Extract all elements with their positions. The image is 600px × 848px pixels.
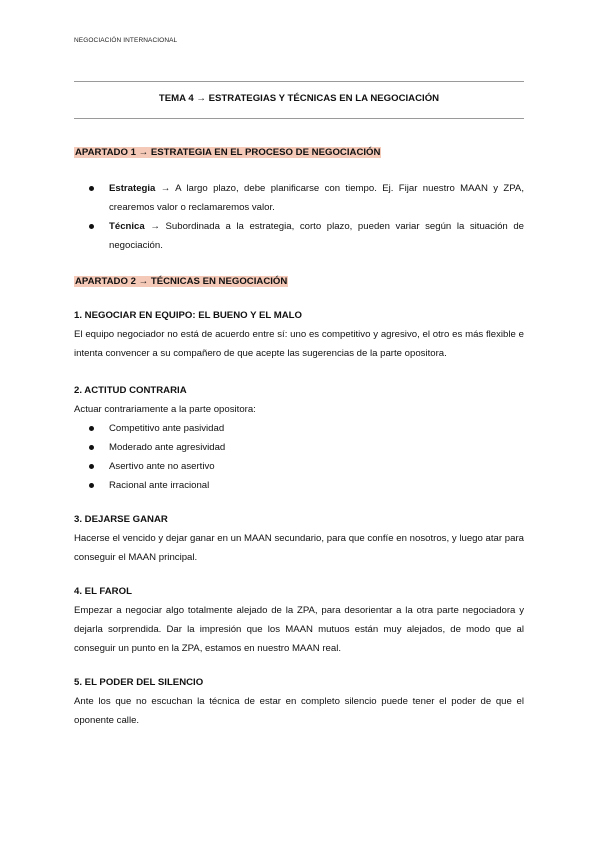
list-item [74,476,524,495]
title-bottom-rule [74,118,524,119]
section-2-title: 2. ACTITUD CONTRARIA [74,385,187,396]
list-item-estrategia [74,179,524,217]
section-4-text: Empezar a negociar algo totalmente alejado de la ZPA, para desorientar a la otra parte negociadora y dejarla sorprendida. Dar la impresión que los MAAN mutuos están muy alejados, de modo que al conseguir un punto en la ZPA, estamos en nuestro MAAN real. [74,605,524,654]
list-item-text: Moderado ante agresividad [109,442,226,453]
bullet-icon [89,464,94,469]
running-header: NEGOCIACIÓN INTERNACIONAL [74,37,178,44]
apartado-1-heading: APARTADO 1 → ESTRATEGIA EN EL PROCESO DE NEGOCIACIÓN [75,147,381,158]
section-5-title: 5. EL PODER DEL SILENCIO [74,677,204,688]
title-top-rule [74,81,524,82]
apartado-1-list [74,179,524,255]
bullet-icon [89,445,94,450]
section-2-intro: Actuar contrariamente a la parte opositora: [74,404,256,415]
bullet-icon [89,224,94,229]
section-1-text: El equipo negociador no está de acuerdo entre sí: uno es competitivo y agresivo, el otro es más flexible e intenta convencer a su compañero de que acepte las sugerencias de la parte opositora. [74,329,524,359]
list-item-text: Racional ante irracional [109,480,210,491]
term-estrategia: Estrategia [109,183,156,194]
bullet-icon [89,483,94,488]
definition-estrategia: → A largo plazo, debe planificarse con tiempo. Ej. Fijar nuestro MAAN y ZPA, crearemos valor o reclamaremos valor. [109,183,524,213]
definition-tecnica: → Subordinada a la estrategia, corto plazo, pueden variar según la situación de negociación. [109,221,524,251]
section-4-title: 4. EL FAROL [74,586,132,597]
section-5-text: Ante los que no escuchan la técnica de estar en completo silencio puede tener el poder de que el oponente calle. [74,696,524,726]
section-dejarse-ganar [74,510,524,567]
section-bueno-malo [74,306,524,363]
list-item-tecnica [74,217,524,255]
list-item-text: Asertivo ante no asertivo [109,461,215,472]
document-title: TEMA 4 → ESTRATEGIAS Y TÉCNICAS EN LA NEGOCIACIÓN [158,93,440,104]
section-poder-silencio [74,673,524,730]
list-item [74,457,524,476]
section-actitud-contraria [74,381,524,495]
section-1-title: 1. NEGOCIAR EN EQUIPO: EL BUENO Y EL MALO [74,310,302,321]
term-tecnica: Técnica [109,221,145,232]
list-item-text: Competitivo ante pasividad [109,423,225,434]
bullet-icon [89,426,94,431]
section-3-title: 3. DEJARSE GANAR [74,514,168,525]
list-item [74,419,524,438]
bullet-icon [89,186,94,191]
apartado-2-heading: APARTADO 2 → TÉCNICAS EN NEGOCIACIÓN [75,276,288,287]
section-3-text: Hacerse el vencido y dejar ganar en un MAAN secundario, para que confíe en nosotros, y luego atar para conseguir el MAAN principal. [74,533,524,563]
list-item [74,438,524,457]
section-el-farol [74,582,524,658]
